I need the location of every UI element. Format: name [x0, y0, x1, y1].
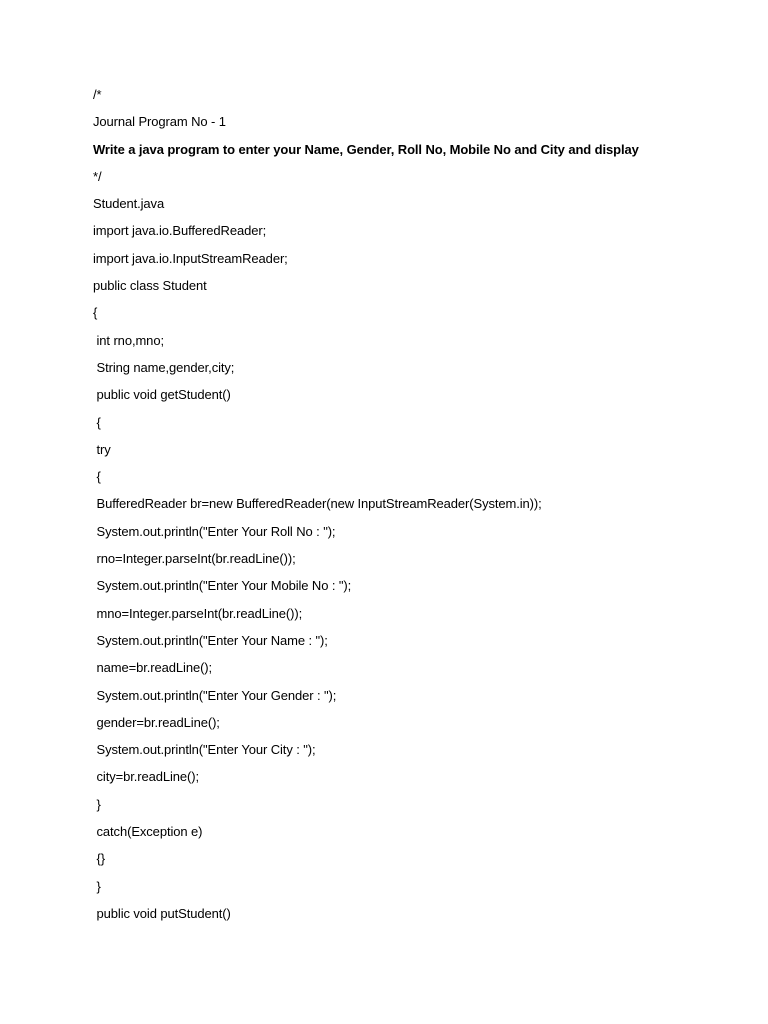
- code-line: System.out.println("Enter Your City : ");: [93, 742, 316, 758]
- code-line: System.out.println("Enter Your Gender : ");: [93, 687, 337, 703]
- code-line: gender=br.readLine();: [93, 714, 220, 730]
- code-line: Student.java: [93, 196, 165, 212]
- document-body: [93, 85, 743, 931]
- code-line: import java.io.InputStreamReader;: [93, 250, 288, 266]
- code-line: */: [93, 168, 102, 184]
- code-line: }: [93, 796, 101, 812]
- code-line: System.out.println("Enter Your Mobile No : ");: [93, 578, 352, 594]
- code-line: {: [93, 414, 101, 430]
- code-line: name=br.readLine();: [93, 660, 213, 676]
- code-line: {: [93, 469, 101, 485]
- code-line: public class Student: [93, 278, 207, 294]
- code-line: rno=Integer.parseInt(br.readLine());: [93, 551, 296, 567]
- code-line: System.out.println("Enter Your Name : ");: [93, 632, 328, 648]
- code-line: public void putStudent(): [93, 905, 231, 921]
- code-line: /*: [93, 87, 102, 102]
- code-line: BufferedReader br=new BufferedReader(new InputStreamReader(System.in));: [93, 496, 542, 512]
- code-line: int rno,mno;: [93, 332, 164, 348]
- code-line: mno=Integer.parseInt(br.readLine());: [93, 605, 303, 621]
- code-line: public void getStudent(): [93, 387, 231, 403]
- code-line: String name,gender,city;: [93, 359, 235, 375]
- code-line: Journal Program No - 1: [93, 114, 226, 130]
- code-line: }: [93, 878, 101, 894]
- code-line: import java.io.BufferedReader;: [93, 223, 267, 239]
- code-line: catch(Exception e): [93, 824, 203, 840]
- assignment-heading: Write a java program to enter your Name, Gender, Roll No, Mobile No and City and display: [93, 141, 639, 157]
- code-line: {: [93, 305, 98, 321]
- code-line: city=br.readLine();: [93, 769, 200, 785]
- code-line: System.out.println("Enter Your Roll No : ");: [93, 523, 336, 539]
- code-line: try: [93, 441, 111, 457]
- code-line: {}: [93, 851, 105, 867]
